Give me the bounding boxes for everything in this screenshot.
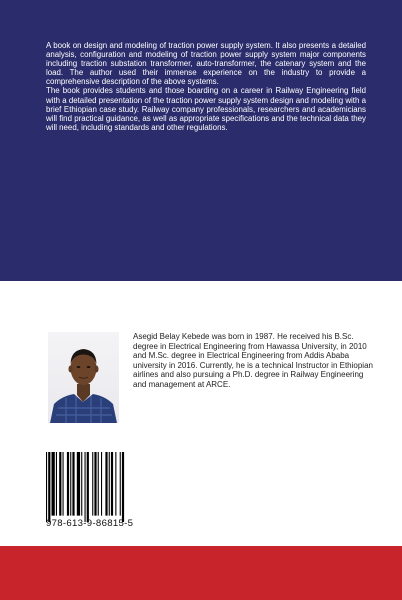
barcode-bar [85,452,86,522]
barcode-bar [72,452,74,516]
back-cover-top-panel [0,0,402,281]
isbn-number: 978-613-9-86815-5 [46,518,134,529]
barcode-bar [81,452,82,516]
barcode-bar [63,452,64,516]
barcode-bar [98,452,99,516]
barcode-bar [115,452,116,516]
barcode-bar [111,452,113,516]
isbn-barcode [46,452,171,522]
barcode-bar [59,452,61,516]
author-photo [48,332,119,423]
barcode-bar [92,452,93,516]
barcode-bar [67,452,69,516]
barcode-bar [48,452,50,522]
author-biography: Asegid Belay Kebede was born in 1987. He received his B.Sc. degree in Electrical Engineering from Hawassa University, in 2010 and M.Sc. degree in Electrical Engineering from Addis Ababa university in 2016. Currently, he is a technical Instructor in Ethiopian airlines and also pursuing a Ph.D. degree in Railway Engineering and management at ARCE. [133,332,373,389]
barcode-bar [52,452,55,516]
barcode-bar [105,452,107,516]
barcode-bar [120,452,121,516]
barcode-bar [46,452,47,522]
description-paragraph-2: The book provides students and those boarding on a career in Railway Engineering field with a detailed presentation of the traction power supply system design and modeling with a brief Ethiopian case study. Railway company professionals, researchers and academicians will find practical guidance, as well as appropriate specifications and the technical data they will need, including standards and other regulations. [46,86,366,132]
barcode-bar [109,452,110,516]
barcode-bar [101,452,102,516]
barcode-bar [94,452,96,516]
barcode-bar [56,452,57,516]
bottom-color-band [0,546,402,600]
barcode-bar [70,452,71,516]
book-description [46,41,366,132]
barcode-bar [87,452,89,522]
description-paragraph-1: A book on design and modeling of traction power supply system. It also presents a detailed analysis, configuration and modeling of traction power supply system major components including traction substation transformer, auto-transformer, the catenary system and the load. The author used their immense experience on the industry to provide a comprehensive description of the above systems. [46,41,366,87]
barcode-bar [122,452,124,522]
barcode-bar [77,452,80,516]
